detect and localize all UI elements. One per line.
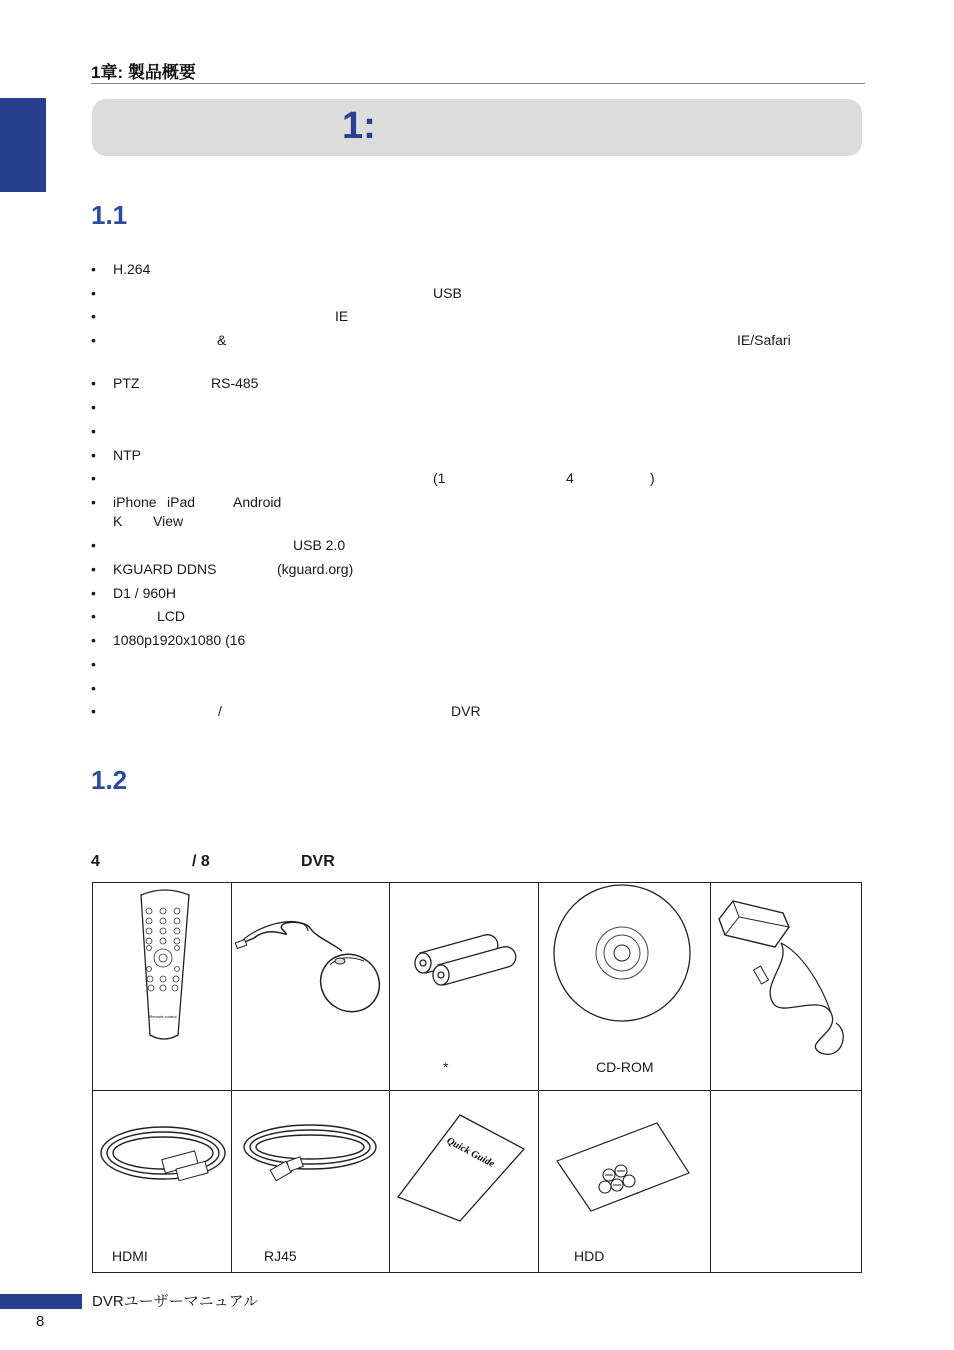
table-cell-quick-guide	[390, 1091, 539, 1272]
list-item-text: DVR	[451, 703, 481, 719]
table-cell-rj45	[232, 1091, 390, 1272]
svg-text:Remote control: Remote control	[149, 1014, 177, 1019]
page-number: 8	[36, 1313, 45, 1330]
list-item-text: KGUARD DDNS	[113, 561, 217, 577]
list-item-text: (kguard.org)	[277, 561, 354, 577]
footer-accent-bar	[0, 1294, 82, 1309]
chapter-number: 1:	[342, 105, 376, 147]
quick-guide-icon	[390, 1091, 539, 1272]
chapter-side-tab	[0, 98, 46, 192]
power-adapter-icon	[711, 883, 862, 1091]
list-item-text: 1080p1920x1080 (16	[113, 632, 246, 648]
table-cell-label: CD-ROM	[596, 1059, 654, 1075]
list-item-text: )	[650, 470, 655, 486]
list-item-text: USB	[433, 285, 462, 301]
table-cell-batteries	[390, 883, 539, 1091]
list-item-text: LCD	[157, 608, 186, 624]
table-cell-mouse	[232, 883, 390, 1091]
table-cell-label: HDMI	[112, 1248, 148, 1264]
footer-title: DVRユーザーマニュアル	[92, 1293, 259, 1310]
chapter-title-band	[92, 99, 862, 156]
table-cell-hdd-screws	[539, 1091, 711, 1272]
remote-control-icon	[93, 883, 232, 1091]
list-item-text: D1 / 960H	[113, 585, 177, 601]
list-item-text: PTZ	[113, 375, 140, 391]
list-item-text: (1	[433, 470, 446, 486]
network-cable-icon	[232, 1091, 390, 1272]
list-item-text: &	[217, 332, 227, 348]
table-cell-hdmi	[93, 1091, 232, 1272]
batteries-icon	[390, 883, 539, 1091]
svg-text:Quick Guide: Quick Guide	[444, 1135, 497, 1170]
list-item-text: iPad	[167, 494, 196, 510]
table-cell-label: RJ45	[264, 1248, 297, 1264]
list-item-text: View	[153, 513, 184, 529]
table-cell-empty	[711, 1091, 862, 1272]
section-heading-1-2: 1.2	[91, 765, 128, 795]
table-cell-cdrom	[539, 883, 711, 1091]
mouse-icon	[232, 883, 390, 1091]
header-rule	[91, 83, 865, 84]
list-item-text: /	[218, 703, 222, 719]
list-item-text: IE	[335, 308, 349, 324]
list-item-text: H.264	[113, 261, 151, 277]
list-item-text: 4	[566, 470, 574, 486]
list-item-text: USB 2.0	[293, 537, 346, 553]
list-item-text: iPhone	[113, 494, 157, 510]
list-item-text: RS-485	[211, 375, 259, 391]
screws-bag-icon	[539, 1091, 711, 1272]
running-head: 1章: 製品概要	[91, 63, 196, 82]
list-item-text: NTP	[113, 447, 141, 463]
table-cell-label: *	[443, 1059, 449, 1075]
package-heading: 4 / 8 DVR	[91, 853, 335, 870]
list-item-text: IE/Safari	[737, 332, 791, 348]
section-heading-1-1: 1.1	[91, 200, 128, 230]
package-contents-table	[92, 882, 862, 1273]
table-cell-remote	[93, 883, 232, 1091]
table-cell-adapter	[711, 883, 862, 1091]
list-item-text: Android	[233, 494, 282, 510]
hdmi-cable-icon	[93, 1091, 232, 1272]
table-cell-label: HDD	[574, 1248, 605, 1264]
list-item-text: K	[113, 513, 123, 529]
